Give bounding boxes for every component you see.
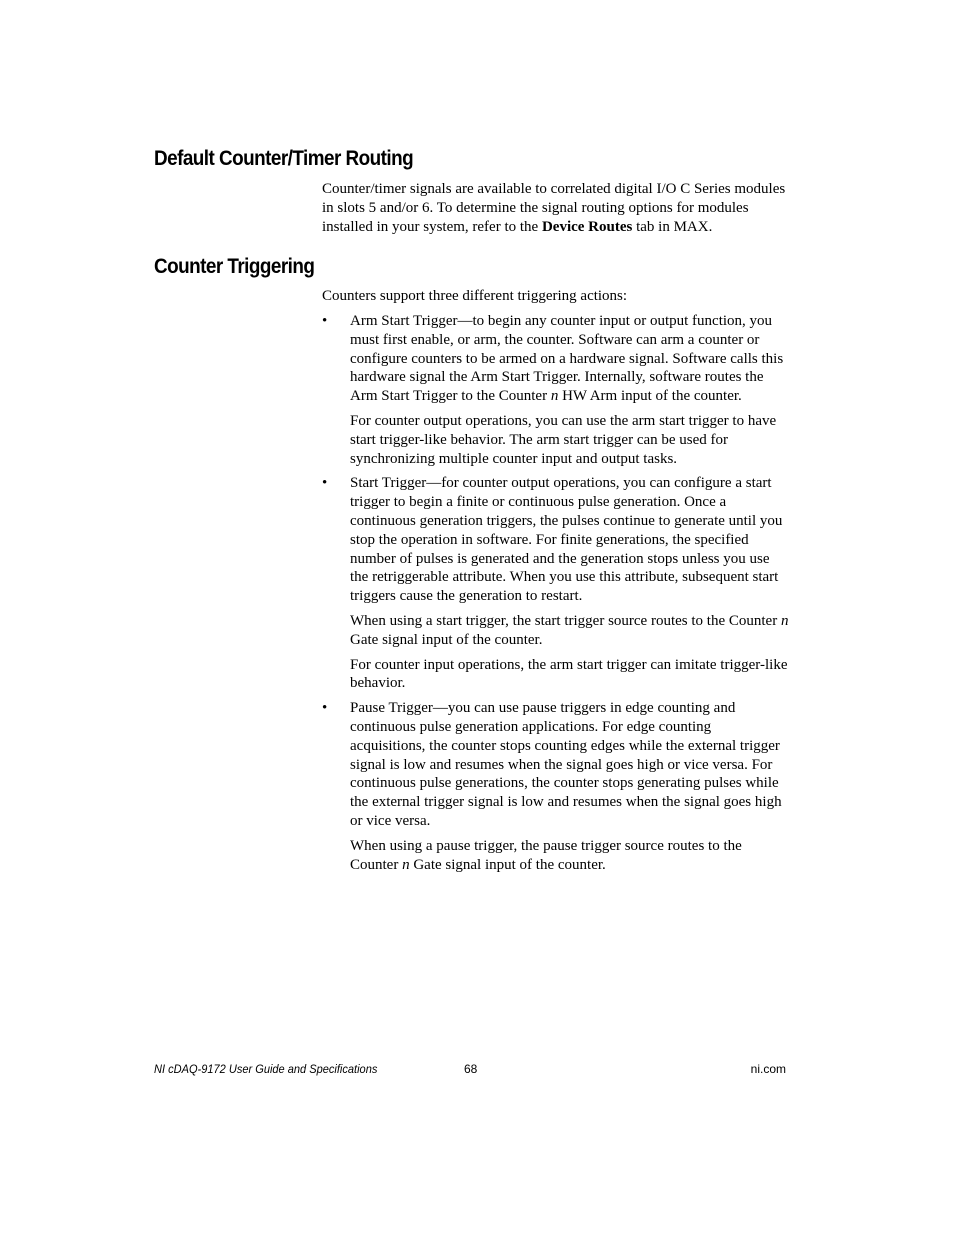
start-trigger-input-paragraph: For counter input operations, the arm start trigger can imitate trigger-like behavior. xyxy=(350,656,788,692)
section-heading-counter-triggering: Counter Triggering xyxy=(154,255,315,278)
routing-text-end: tab in MAX. xyxy=(632,218,713,235)
routing-text: Counter/timer signals are available to correlated digital I/O C Series modules in slots 5 and/or 6. To determine the signal routing options for modules installed in your system, refer to the xyxy=(322,181,786,235)
counter-n-italic: n xyxy=(780,612,789,629)
pause-trigger-routing-paragraph xyxy=(350,837,790,875)
footer-website: ni.com xyxy=(750,1062,786,1076)
footer-document-title: NI cDAQ-9172 User Guide and Specifications xyxy=(154,1062,378,1076)
arm-start-text-end: HW Arm input of the counter. xyxy=(558,388,742,405)
pause-routing-text: When using a pause trigger, the pause trigger source routes to the Counter xyxy=(350,837,742,873)
start-trigger-paragraph: Start Trigger—for counter output operations, you can configure a start trigger to begin a finite or continuous pulse generation. Once a continuous generation triggers, the pulses continue to generate until you stop the operation in software. For finite generations, the specified number of pulses is generated and the generation stops unless you use the retriggerable attribute. When you use this attribute, subsequent start triggers cause the generation to restart. xyxy=(350,475,783,605)
routing-paragraph xyxy=(322,180,792,236)
bullet-mark: • xyxy=(322,475,328,492)
list-item-start-trigger xyxy=(322,474,792,693)
counter-n-italic: n xyxy=(550,388,559,405)
pause-routing-text-end: Gate signal input of the counter. xyxy=(409,856,606,873)
bullet-mark: • xyxy=(322,313,328,329)
section-heading-default-counter-timer-routing: Default Counter/Timer Routing xyxy=(154,147,414,170)
list-item-arm-start-trigger xyxy=(322,312,792,468)
start-trigger-routing-paragraph xyxy=(350,612,790,650)
trigger-types-list xyxy=(322,312,792,880)
start-routing-text: When using a start trigger, the start trigger source routes to the Counter xyxy=(350,612,781,629)
arm-start-text: Arm Start Trigger—to begin any counter input or output function, you must first enable, or arm, the counter. Software can arm a counter or configure counters to be armed on a hardware signal. Software calls this hardware signal the Arm Start Trigger. Internally, software routes the Arm Start Trigger to the Counter xyxy=(350,313,784,405)
triggering-intro: Counters support three different triggering actions: xyxy=(322,288,628,304)
device-routes-bold: Device Routes xyxy=(541,218,633,235)
pause-trigger-paragraph: Pause Trigger—you can use pause triggers in edge counting and continuous pulse generation applications. For edge counting acquisitions, the counter stops counting edges while the external trigger signal is low and resumes when the signal goes high or vice versa. For continuous pulse generations, the counter stops generating pulses while the external trigger signal is low and resumes when the signal goes high or vice versa. xyxy=(350,700,782,829)
start-routing-text-end: Gate signal input of the counter. xyxy=(350,631,543,648)
list-item-pause-trigger xyxy=(322,699,792,874)
bullet-mark: • xyxy=(322,700,328,717)
arm-start-output-paragraph: For counter output operations, you can use the arm start trigger to have start trigger-like behavior. The arm start trigger can be used for synchronizing multiple counter input and output tasks. xyxy=(350,412,777,467)
arm-start-trigger-paragraph xyxy=(350,312,790,406)
counter-n-italic: n xyxy=(402,856,410,873)
footer-page-number: 68 xyxy=(464,1062,478,1076)
